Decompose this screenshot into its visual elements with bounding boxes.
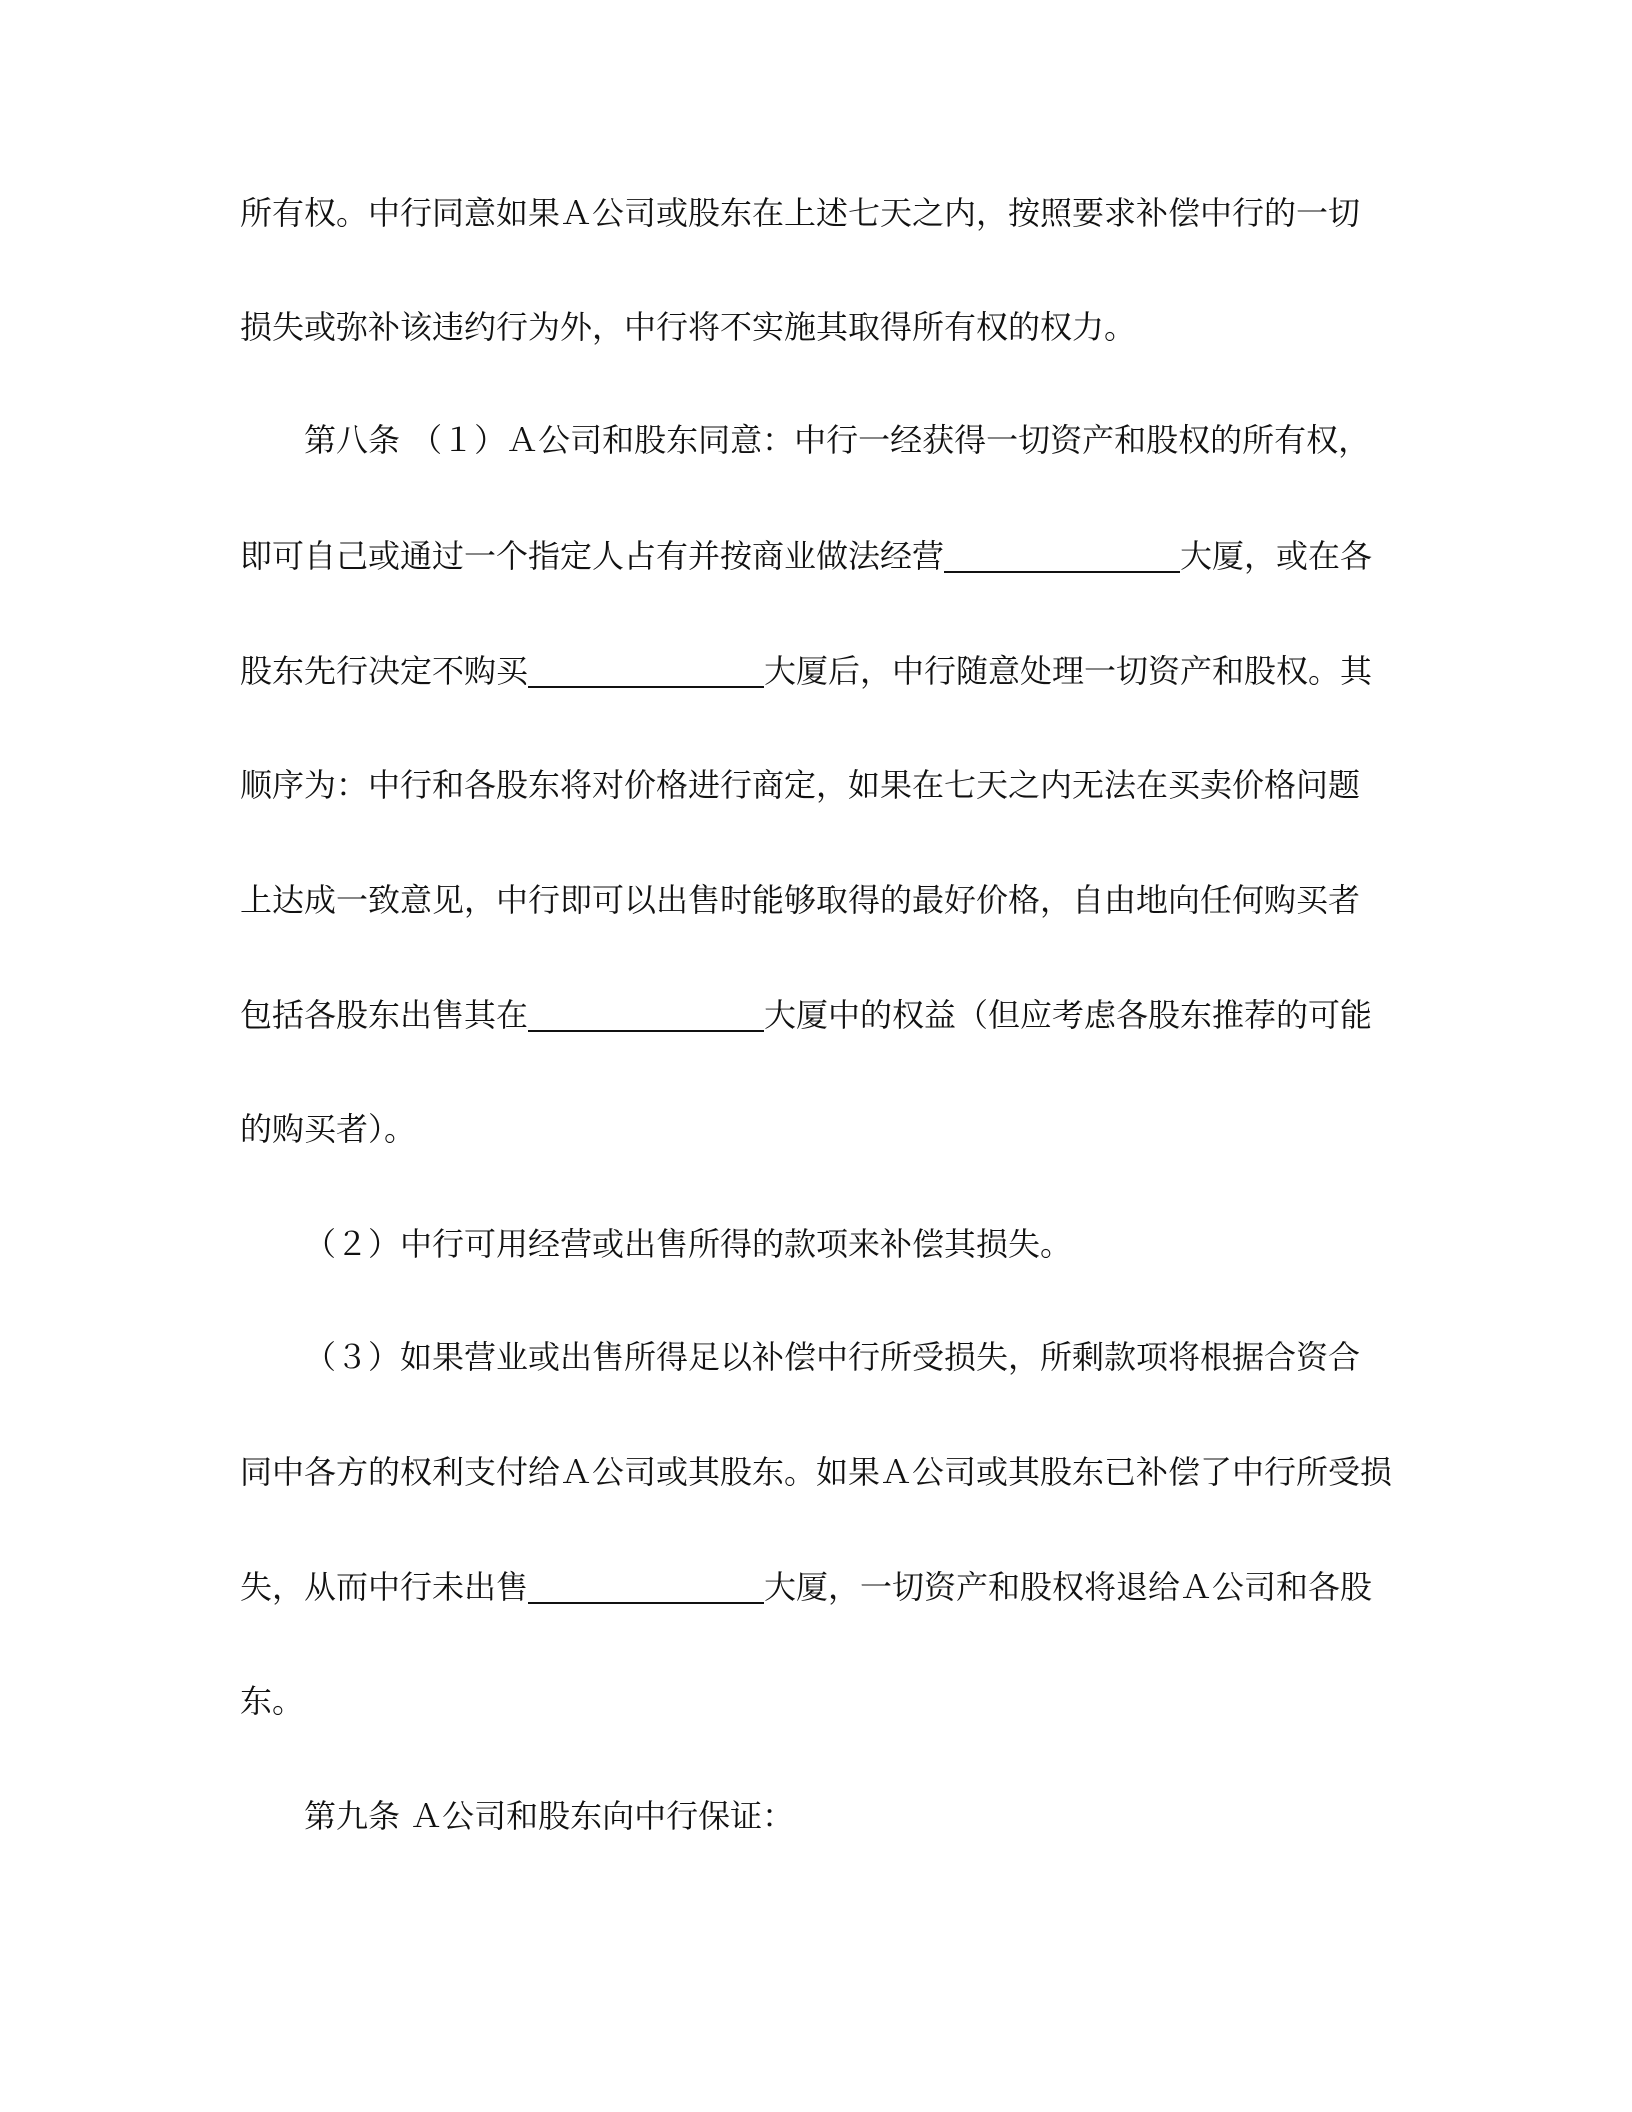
text: 上达成一致意见，中行即可以出售时能够取得的最好价格，自由地向任何购买者 xyxy=(240,881,1361,919)
text: 大厦，或在各 xyxy=(1180,537,1373,575)
text: 第九条 Ａ公司和股东向中行保证： xyxy=(304,1797,795,1835)
text-line xyxy=(240,651,1372,691)
clause-3 xyxy=(304,1337,1360,1377)
text: 损失或弥补该违约行为外，中行将不实施其取得所有权的权力。 xyxy=(240,308,1137,346)
text: 即可自己或通过一个指定人占有并按商业做法经营 xyxy=(240,537,945,575)
clause-2 xyxy=(304,1224,1072,1264)
blank-field xyxy=(528,656,764,688)
blank-field xyxy=(528,1572,764,1604)
text: 第八条 （１）Ａ公司和股东同意：中行一经获得一切资产和股权的所有权， xyxy=(304,421,1371,459)
text-line xyxy=(240,765,1360,805)
text: 同中各方的权利支付给Ａ公司或其股东。如果Ａ公司或其股东已补偿了中行所受损 xyxy=(240,1453,1393,1491)
text: （３）如果营业或出售所得足以补偿中行所受损失，所剩款项将根据合资合 xyxy=(304,1338,1361,1376)
text-line xyxy=(240,307,1136,347)
text: 大厦，一切资产和股权将退给Ａ公司和各股 xyxy=(764,1568,1373,1606)
text: 顺序为：中行和各股东将对价格进行商定，如果在七天之内无法在买卖价格问题 xyxy=(240,766,1361,804)
text-line xyxy=(240,995,1372,1035)
text: 东。 xyxy=(240,1682,305,1720)
text: 大厦中的权益（但应考虑各股东推荐的可能 xyxy=(764,996,1373,1034)
blank-field xyxy=(528,1000,764,1032)
text: 包括各股东出售其在 xyxy=(240,996,529,1034)
text-line xyxy=(240,1567,1372,1607)
text: 所有权。中行同意如果Ａ公司或股东在上述七天之内，按照要求补偿中行的一切 xyxy=(240,194,1361,232)
blank-field xyxy=(944,541,1180,573)
text-line xyxy=(240,1681,304,1721)
text: 的购买者）。 xyxy=(240,1110,417,1148)
text-line xyxy=(240,536,1372,576)
text-line xyxy=(240,1109,416,1149)
text: 大厦后，中行随意处理一切资产和股权。其 xyxy=(764,652,1373,690)
article-9-heading xyxy=(304,1796,794,1836)
text-line xyxy=(240,880,1360,920)
text-line xyxy=(240,1452,1392,1492)
text: （２）中行可用经营或出售所得的款项来补偿其损失。 xyxy=(304,1225,1073,1263)
article-8-heading xyxy=(304,420,1370,460)
text-line xyxy=(240,193,1360,233)
text: 失，从而中行未出售 xyxy=(240,1568,529,1606)
text: 股东先行决定不购买 xyxy=(240,652,529,690)
